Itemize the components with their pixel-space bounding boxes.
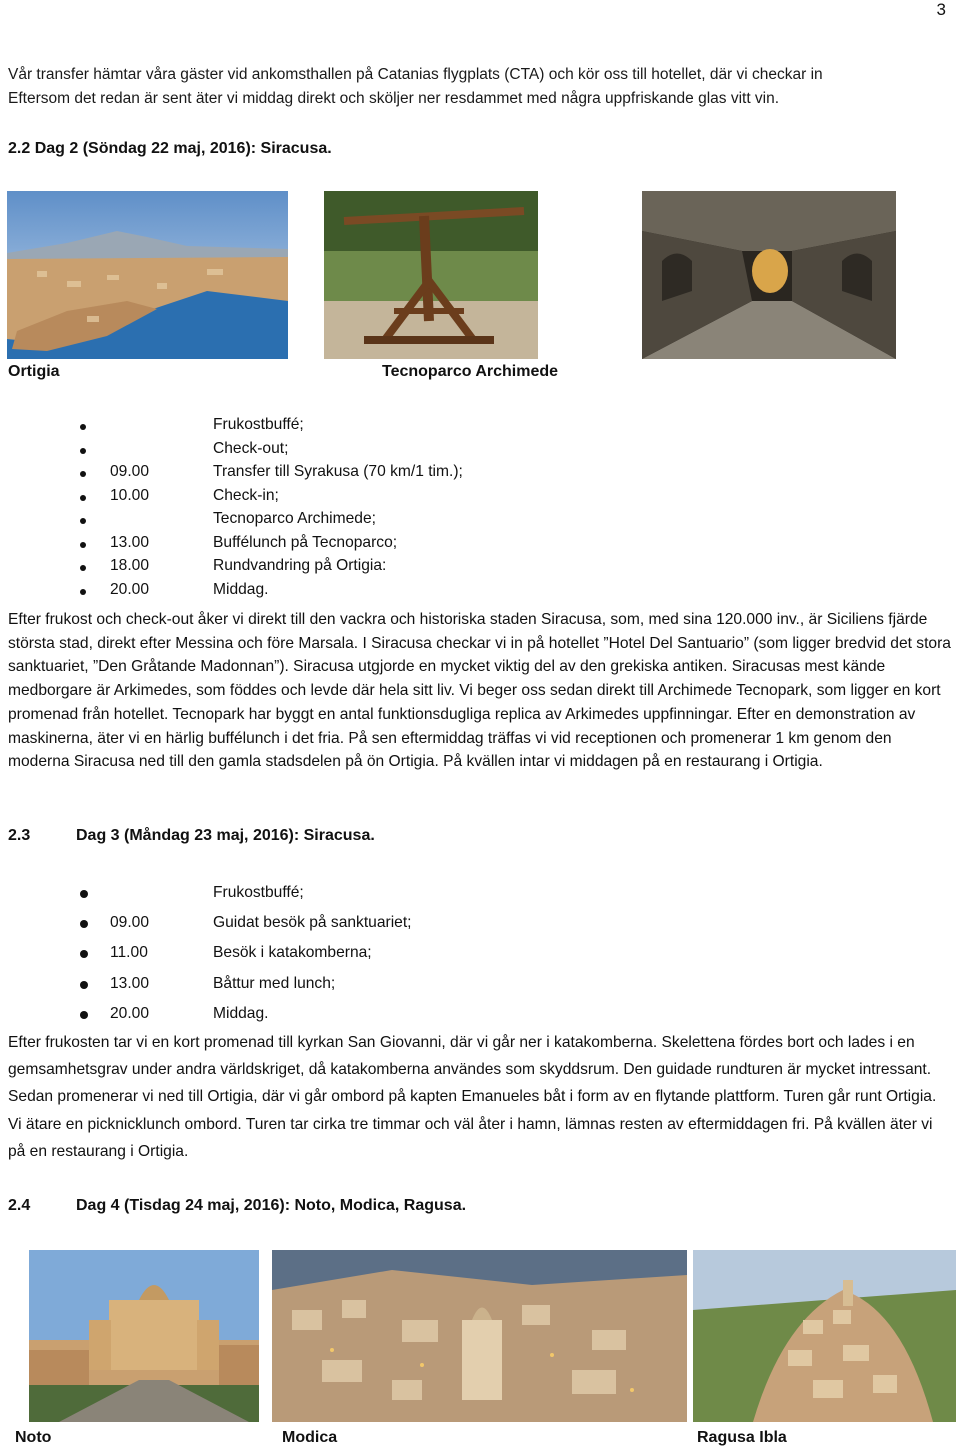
- bullet-icon: [80, 424, 86, 430]
- schedule-item: 20.00 Middag.: [0, 1005, 960, 1035]
- schedule-item: Tecnoparco Archimede;: [0, 510, 960, 534]
- day3-heading-text: Dag 3 (Måndag 23 maj, 2016): Siracusa.: [76, 827, 375, 844]
- day2-heading: 2.2 Dag 2 (Söndag 22 maj, 2016): Siracusa.: [8, 140, 332, 157]
- schedule-item: 13.00 Buffélunch på Tecnoparco;: [0, 534, 960, 558]
- schedule-item: 18.00 Rundvandring på Ortigia:: [0, 557, 960, 581]
- intro-line-1: Vår transfer hämtar våra gäster vid ankomsthallen på Catanias flygplats (CTA) och kör oss till hotellet, där vi checkar in: [8, 66, 823, 83]
- caption-noto: Noto: [15, 1429, 52, 1446]
- caption-modica: Modica: [282, 1429, 338, 1446]
- bullet-icon: [80, 495, 86, 501]
- catacomb-photo: [642, 191, 896, 359]
- bullet-icon: [80, 981, 88, 989]
- schedule-item: Frukostbuffé;: [0, 884, 960, 914]
- bullet-icon: [80, 448, 86, 454]
- schedule-item: Check-out;: [0, 440, 960, 464]
- caption-ragusa: Ragusa Ibla: [697, 1429, 787, 1446]
- bullet-icon: [80, 920, 88, 928]
- schedule-item: 09.00 Transfer till Syrakusa (70 km/1 tim.);: [0, 463, 960, 487]
- bullet-icon: [80, 542, 86, 548]
- schedule-item: 11.00 Besök i katakomberna;: [0, 944, 960, 974]
- caption-tecnoparco: Tecnoparco Archimede: [382, 363, 559, 380]
- schedule-item: Frukostbuffé;: [0, 416, 960, 440]
- caption-ortigia: Ortigia: [8, 363, 60, 380]
- intro-line-2: Eftersom det redan är sent äter vi middag direkt och sköljer ner resdammet med några uppfriskande glas vitt vin.: [8, 90, 780, 107]
- bullet-icon: [80, 950, 88, 958]
- tecnoparco-photo: [324, 191, 538, 359]
- day3-heading-number: 2.3: [8, 827, 31, 844]
- schedule-item: 09.00 Guidat besök på sanktuariet;: [0, 914, 960, 944]
- page-number: 3: [936, 0, 946, 19]
- day3-paragraph: Efter frukosten tar vi en kort promenad till kyrkan San Giovanni, där vi går ner i katakomberna. Skelettena fördes bort och lades i en gemsamhetsgrav under andra världskriget, då katakomberna användes som skyddsrum. Den guidade rundturen är mycket intressant. Sedan promenerar vi ned till Ortigia, där vi går ombord på kapten Emanueles båt i form av en flytande plattform. Turen går runt Ortigia. Vi ätare en picknicklunch ombord. Turen tar cirka tre timmar och väl åter i hamn, lämnas resten av eftermiddagen fri. På kvällen äter vi på en restaurang i Ortigia.: [8, 1034, 937, 1160]
- day4-heading-text: Dag 4 (Tisdag 24 maj, 2016): Noto, Modica, Ragusa.: [76, 1197, 467, 1214]
- day4-heading: [8, 1197, 466, 1215]
- bullet-icon: [80, 589, 86, 595]
- schedule-item: 10.00 Check-in;: [0, 487, 960, 511]
- ragusa-photo: [693, 1250, 956, 1422]
- bullet-icon: [80, 890, 88, 898]
- bullet-icon: [80, 1011, 88, 1019]
- noto-photo: [29, 1250, 259, 1422]
- day4-heading-number: 2.4: [8, 1197, 31, 1214]
- modica-photo: [272, 1250, 687, 1422]
- schedule-item: 20.00 Middag.: [0, 581, 960, 605]
- schedule-item: 13.00 Båttur med lunch;: [0, 975, 960, 1005]
- bullet-icon: [80, 565, 86, 571]
- day3-schedule: [0, 884, 960, 1035]
- ortigia-photo: [7, 191, 288, 359]
- bullet-icon: [80, 471, 86, 477]
- day2-schedule: [0, 416, 960, 604]
- bullet-icon: [80, 518, 86, 524]
- day3-heading: [8, 827, 375, 845]
- day2-paragraph: Efter frukost och check-out åker vi direkt till den vackra och historiska staden Siracusa, som, med sina 120.000 inv., är Siciliens fjärde största stad, direkt efter Messina och före Marsala. I Siracusa checkar vi in på hotellet ”Hotel Del Santuario” (som ligger bredvid det stora sanktuariet, ”Den Gråtande Madonnan”). Siracusa utgjorde en mycket viktig del av den grekiska antiken. Siracusas mest kände medborgare är Arkimedes, som föddes och levde där hela sitt liv. Vi beger oss sedan direkt till Archimede Tecnopark, som ligger en kort promenad från hotellet. Tecnopark har byggt en antal funktionsdugliga replica av Arkimedes uppfinningar. Efter en demonstration av maskinerna, äter vi en härlig buffélunch i det fria. På sen eftermiddag träffas vi vid receptionen och promenerar 1 km genom den moderna Siracusa ned till den gamla stadsdelen på ön Ortigia. På kvällen intar vi middagen på en restaurang i Ortigia.: [8, 611, 951, 771]
